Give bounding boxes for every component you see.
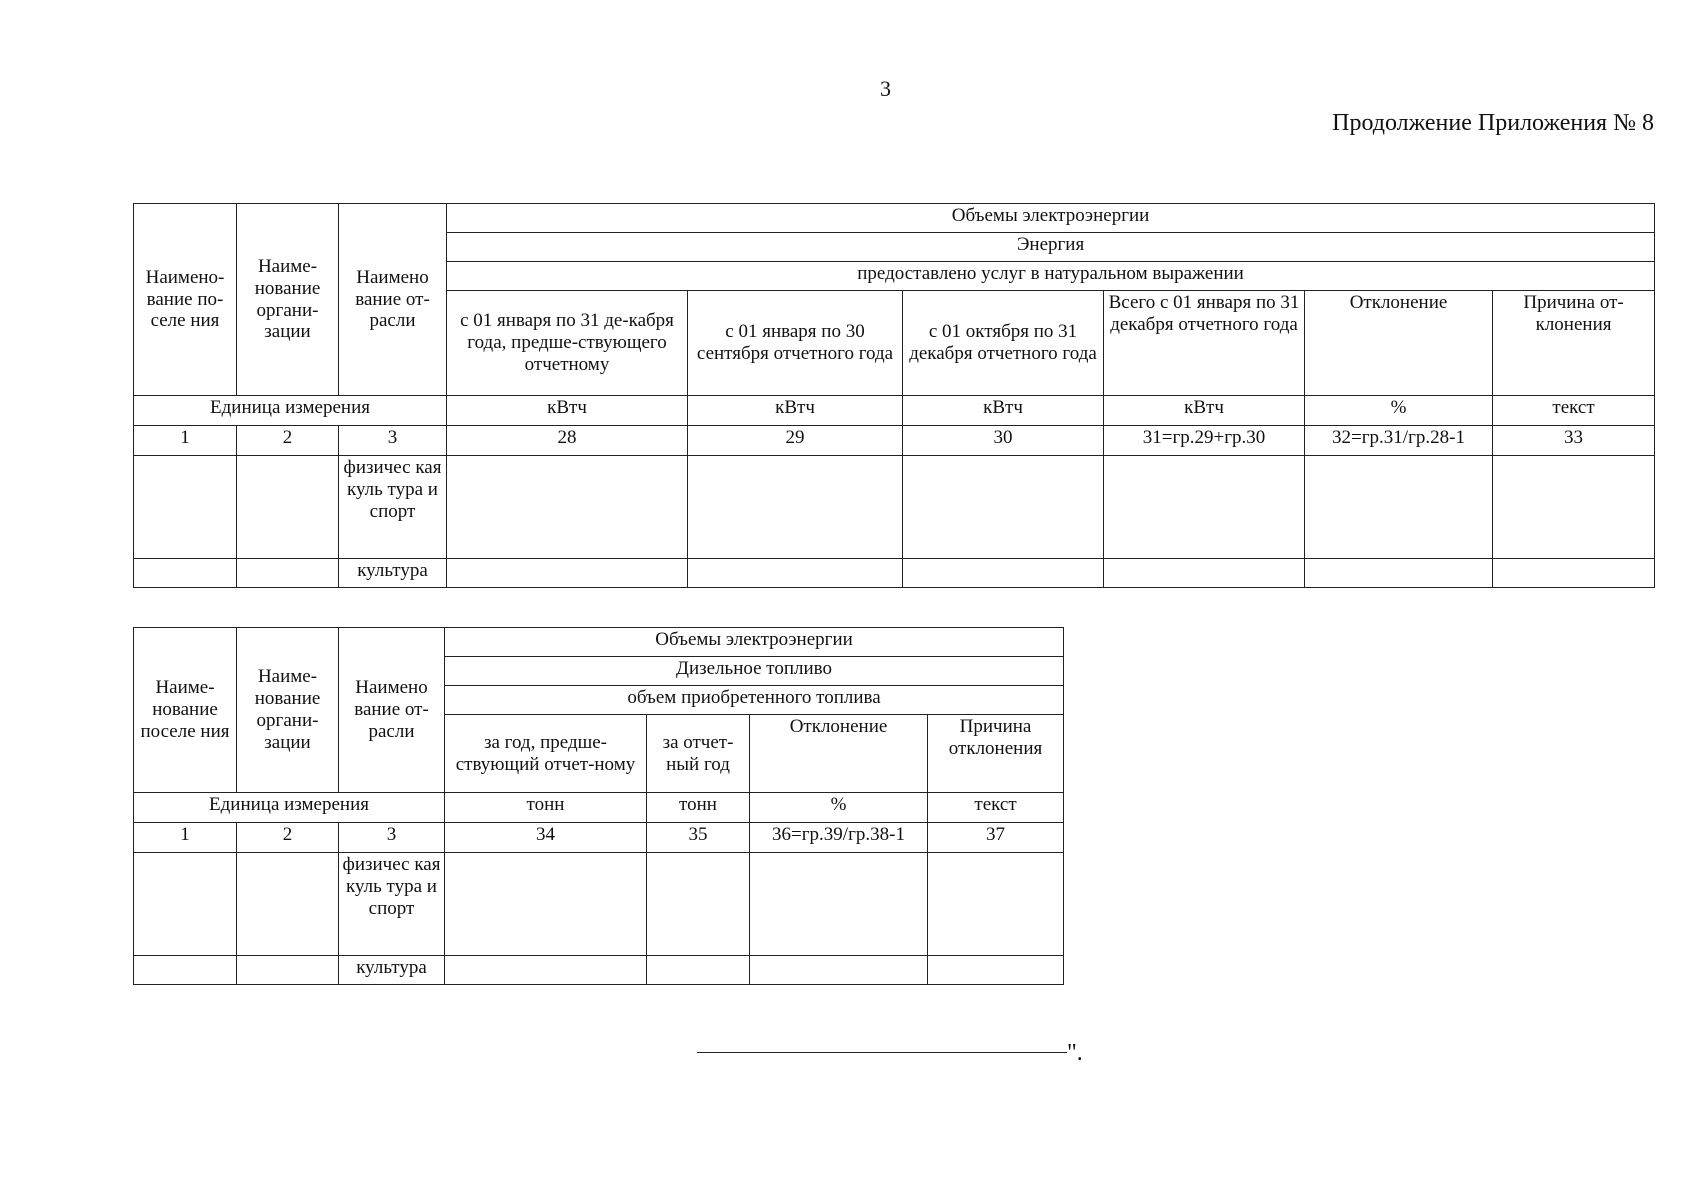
data-cell (134, 853, 237, 956)
column-number: 29 (688, 426, 903, 456)
header-services-provided: предоставлено услуг в натуральном выражении (447, 262, 1655, 291)
column-number: 2 (237, 823, 339, 853)
unit-cell: тонн (647, 793, 750, 823)
header-settlement-name: Наимено-вание по-селе ния (134, 204, 237, 396)
data-cell (647, 956, 750, 985)
column-number: 1 (134, 426, 237, 456)
column-number: 35 (647, 823, 750, 853)
header-electricity-volumes: Объемы электроэнергии (447, 204, 1655, 233)
data-cell (1305, 456, 1493, 559)
unit-cell: кВтч (688, 396, 903, 426)
header-deviation-reason: Причина отклонения (928, 715, 1064, 793)
data-cell (928, 956, 1064, 985)
data-cell (1493, 456, 1655, 559)
header-prev-year: с 01 января по 31 де-кабря года, предше-ствующего отчетному (447, 291, 688, 396)
column-number: 2 (237, 426, 339, 456)
industry-sport: физичес кая куль тура и спорт (339, 853, 445, 956)
data-cell (134, 956, 237, 985)
header-diesel-fuel: Дизельное топливо (445, 657, 1064, 686)
data-cell (134, 559, 237, 588)
unit-cell: кВтч (903, 396, 1104, 426)
column-number: 37 (928, 823, 1064, 853)
header-report-year: за отчет-ный год (647, 715, 750, 793)
header-energy: Энергия (447, 233, 1655, 262)
table-row-sport (134, 853, 1064, 956)
header-electricity-volumes: Объемы электроэнергии (445, 628, 1064, 657)
header-deviation: Отклонение (750, 715, 928, 793)
column-number: 34 (445, 823, 647, 853)
unit-cell: кВтч (447, 396, 688, 426)
header-prev-year: за год, предше-ствующий отчет-ному (445, 715, 647, 793)
data-cell (750, 853, 928, 956)
column-number: 31=гр.29+гр.30 (1104, 426, 1305, 456)
header-deviation: Отклонение (1305, 291, 1493, 396)
table-row-culture (134, 956, 1064, 985)
header-industry-name: Наимено вание от-расли (339, 204, 447, 396)
data-cell (447, 559, 688, 588)
data-cell (445, 853, 647, 956)
unit-cell: текст (1493, 396, 1655, 426)
electricity-volumes-table (133, 203, 1655, 588)
data-cell (1104, 559, 1305, 588)
data-cell (1104, 456, 1305, 559)
diesel-fuel-table (133, 627, 1064, 985)
data-cell (237, 559, 339, 588)
column-numbers-row (134, 426, 1655, 456)
header-fuel-purchased: объем приобретенного топлива (445, 686, 1064, 715)
units-row (134, 396, 1655, 426)
column-number: 1 (134, 823, 237, 853)
data-cell (688, 456, 903, 559)
header-organization-name: Наиме-нование органи-зации (237, 628, 339, 793)
data-cell (1493, 559, 1655, 588)
data-cell (688, 559, 903, 588)
data-cell (447, 456, 688, 559)
industry-sport: физичес кая куль тура и спорт (339, 456, 447, 559)
data-cell (750, 956, 928, 985)
industry-culture: культура (339, 956, 445, 985)
column-number: 30 (903, 426, 1104, 456)
table-row-culture (134, 559, 1655, 588)
unit-label: Единица измерения (134, 793, 445, 823)
data-cell (903, 559, 1104, 588)
header-oct-dec: с 01 октября по 31 декабря отчетного года (903, 291, 1104, 396)
closing-quote-mark: ". (1067, 1040, 1083, 1066)
closing-line (697, 1052, 1067, 1053)
data-cell (1305, 559, 1493, 588)
column-number: 28 (447, 426, 688, 456)
data-cell (237, 456, 339, 559)
unit-cell: кВтч (1104, 396, 1305, 426)
data-cell (903, 456, 1104, 559)
header-jan-sep: с 01 января по 30 сентября отчетного года (688, 291, 903, 396)
unit-cell: % (750, 793, 928, 823)
unit-cell: % (1305, 396, 1493, 426)
header-deviation-reason: Причина от-клонения (1493, 291, 1655, 396)
column-number: 3 (339, 426, 447, 456)
column-number: 36=гр.39/гр.38-1 (750, 823, 928, 853)
column-numbers-row (134, 823, 1064, 853)
data-cell (647, 853, 750, 956)
unit-cell: текст (928, 793, 1064, 823)
industry-culture: культура (339, 559, 447, 588)
data-cell (134, 456, 237, 559)
header-industry-name: Наимено вание от-расли (339, 628, 445, 793)
header-organization-name: Наиме-нование органи-зации (237, 204, 339, 396)
column-number: 32=гр.31/гр.28-1 (1305, 426, 1493, 456)
header-total: Всего с 01 января по 31 декабря отчетного года (1104, 291, 1305, 396)
data-cell (928, 853, 1064, 956)
table-row-sport (134, 456, 1655, 559)
data-cell (237, 853, 339, 956)
column-number: 33 (1493, 426, 1655, 456)
appendix-continuation-title: Продолжение Приложения № 8 (1332, 110, 1654, 136)
data-cell (237, 956, 339, 985)
page-number: 3 (880, 76, 891, 101)
unit-label: Единица измерения (134, 396, 447, 426)
units-row (134, 793, 1064, 823)
column-number: 3 (339, 823, 445, 853)
header-settlement-name: Наиме-нование поселе ния (134, 628, 237, 793)
unit-cell: тонн (445, 793, 647, 823)
data-cell (445, 956, 647, 985)
